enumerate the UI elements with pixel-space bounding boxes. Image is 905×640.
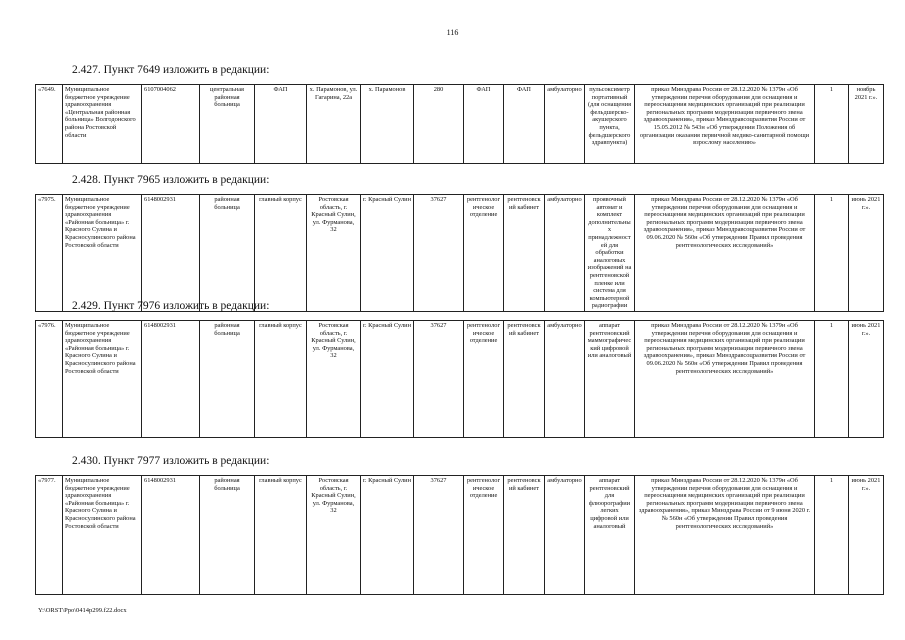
legal-basis: приказ Минздрава России от 28.12.2020 № 1379н «Об утверждении перечня оборудования для оснащения и переоснащения медицинских организаций при реализации региональных программ модернизации первичного звена здравоохранения», приказ Минздравсоцразвития России от 09.06.2020 № 560н «Об утверждении Правил проведения рентгенологических исследований» <box>635 321 815 438</box>
legal-basis: приказ Минздрава России от 28.12.2020 № 1379н «Об утверждении перечня оборудования для оснащения и переоснащения медицинских организаций при реализации региональных программ модернизации первичного звена здравоохранения», приказ Минздравсоцразвития России от 15.05.2012 № 543н «Об утверждении Положения об организации оказания первичной медико-санитарной помощи взрослому населению» <box>635 85 815 164</box>
quantity: 1 <box>815 195 849 312</box>
care-type: амбулаторно <box>545 195 585 312</box>
inn-code: 6148002931 <box>142 476 200 595</box>
structural-unit: ФАП <box>255 85 307 164</box>
room: рентгеновский кабинет <box>504 195 545 312</box>
inn-code: 6148002931 <box>142 321 200 438</box>
term: июнь 2021 г.». <box>849 321 884 438</box>
address: Ростовская область, г. Красный Сулин, ул. Фурманова, 32 <box>307 321 361 438</box>
organization-type: районная больница <box>200 195 255 312</box>
equipment: пульсоксиметр портативный (для оснащения фельдшерско-акушерского пункта, фельдшерского здравпункта) <box>585 85 635 164</box>
address: х. Парамонов, ул. Гагарина, 22а <box>307 85 361 164</box>
structural-unit: главный корпус <box>255 321 307 438</box>
room: рентгеновский кабинет <box>504 476 545 595</box>
inn-code: 6107004062 <box>142 85 200 164</box>
locality: г. Красный Сулин <box>361 195 414 312</box>
inn-code: 6148002931 <box>142 195 200 312</box>
term: июнь 2021 г.». <box>849 476 884 595</box>
table-row <box>36 321 884 438</box>
table-row <box>36 476 884 595</box>
locality: г. Красный Сулин <box>361 321 414 438</box>
organization-name: Муниципальное бюджетное учреждение здравоохранения «Районная больница» г. Красного Сулина и Красносулинского района Ростовской области <box>63 195 142 312</box>
department: рентгенологическое отделение <box>464 195 504 312</box>
organization-type: центральная районная больница <box>200 85 255 164</box>
legal-basis: приказ Минздрава России от 28.12.2020 № 1379н «Об утверждении перечня оборудования для оснащения и переоснащения медицинских организаций при реализации региональных программ модернизации первичного звена здравоохранения», приказ Минздравсоцразвития России от 09.06.2020 № 560н «Об утверждении Правил проведения рентгенологических исследований» <box>635 195 815 312</box>
address: Ростовская область, г. Красный Сулин, ул. Фурманова, 32 <box>307 195 361 312</box>
organization-type: районная больница <box>200 321 255 438</box>
oktmo-code: 280 <box>414 85 464 164</box>
legal-basis: приказ Минздрава России от 28.12.2020 № 1379н «Об утверждении перечня оборудования для оснащения и переоснащения медицинских организаций при реализации региональных программ модернизации первичного звена здравоохранения», приказ Минздрава России от 9 июня 2020 г. № 560н «Об утверждении Правил проведения рентгенологических исследований» <box>635 476 815 595</box>
quantity: 1 <box>815 321 849 438</box>
item-number: «7976. <box>36 321 63 438</box>
locality: г. Красный Сулин <box>361 476 414 595</box>
address: Ростовская область, г. Красный Сулин, ул. Фурманова, 32 <box>307 476 361 595</box>
structural-unit: главный корпус <box>255 195 307 312</box>
organization-name: Муниципальное бюджетное учреждение здравоохранения «Районная больница» г. Красного Сулина и Красносулинского района Ростовской области <box>63 321 142 438</box>
equipment: аппарат рентгеновский для флюорографии легких цифровой или аналоговый <box>585 476 635 595</box>
amendment-table <box>35 194 884 312</box>
term: июнь 2021 г.». <box>849 195 884 312</box>
equipment: проявочный автомат и комплект дополнительных принадлежностей для обработки аналоговых изображений на рентгеновской пленке или система для компьютерной радиографии <box>585 195 635 312</box>
oktmo-code: 37627 <box>414 476 464 595</box>
section-heading: 2.427. Пункт 7649 изложить в редакции: <box>72 64 270 76</box>
footer-file-path: Y:\ORST\Ppo\0414p299.f22.docx <box>38 607 127 614</box>
section-heading: 2.428. Пункт 7965 изложить в редакции: <box>72 174 270 186</box>
oktmo-code: 37627 <box>414 321 464 438</box>
department: ФАП <box>464 85 504 164</box>
section-heading: 2.429. Пункт 7976 изложить в редакции: <box>72 300 270 312</box>
care-type: амбулаторно <box>545 85 585 164</box>
table-row <box>36 85 884 164</box>
amendment-table <box>35 84 884 164</box>
care-type: амбулаторно <box>545 476 585 595</box>
organization-name: Муниципальное бюджетное учреждение здравоохранения «Районная больница» г. Красного Сулина и Красносулинского района Ростовской области <box>63 476 142 595</box>
item-number: «7977. <box>36 476 63 595</box>
table-row <box>36 195 884 312</box>
care-type: амбулаторно <box>545 321 585 438</box>
organization-name: Муниципальное бюджетное учреждение здравоохранения «Центральная районная больница» Волгодонского района Ростовской области <box>63 85 142 164</box>
section-heading: 2.430. Пункт 7977 изложить в редакции: <box>72 455 270 467</box>
equipment: аппарат рентгеновский маммографический цифровой или аналоговый <box>585 321 635 438</box>
term: ноябрь 2021 г.». <box>849 85 884 164</box>
structural-unit: главный корпус <box>255 476 307 595</box>
quantity: 1 <box>815 85 849 164</box>
amendment-table <box>35 320 884 438</box>
oktmo-code: 37627 <box>414 195 464 312</box>
room: ФАП <box>504 85 545 164</box>
department: рентгенологическое отделение <box>464 321 504 438</box>
department: рентгенологическое отделение <box>464 476 504 595</box>
quantity: 1 <box>815 476 849 595</box>
page-number: 116 <box>446 28 459 37</box>
amendment-table <box>35 475 884 595</box>
locality: х. Парамонов <box>361 85 414 164</box>
item-number: «7649. <box>36 85 63 164</box>
organization-type: районная больница <box>200 476 255 595</box>
item-number: «7975. <box>36 195 63 312</box>
room: рентгеновский кабинет <box>504 321 545 438</box>
